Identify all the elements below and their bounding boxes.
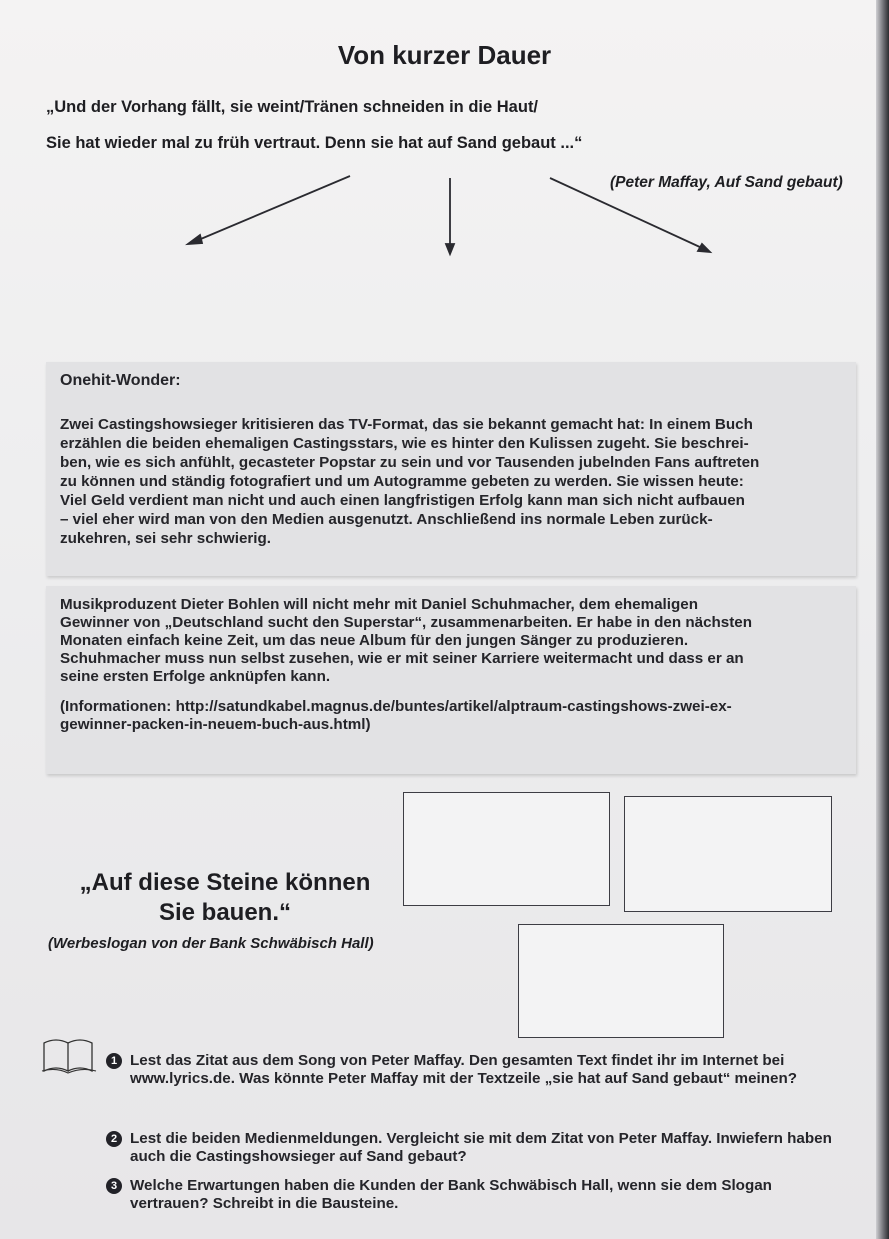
slogan-line-2: Sie bauen.“ [158, 899, 292, 926]
news1-line: erzählen die beiden ehemaligen Castingsstars, wie es hinter den Kulissen zugeht. Sie beschrei- [60, 435, 749, 452]
building-block-1[interactable] [403, 792, 610, 906]
arrow-right-icon [550, 178, 710, 252]
song-quote-source: (Peter Maffay, Auf Sand gebaut) [610, 174, 843, 191]
task-1 [106, 1052, 850, 1088]
book-icon [38, 1033, 100, 1075]
news1-line: Viel Geld verdient man nicht und auch einen langfristigen Erfolg kann man sich nicht aufbauen [60, 492, 745, 509]
song-quote-line-1: „Und der Vorhang fällt, sie weint/Tränen schneiden in die Haut/ [46, 98, 539, 116]
news1-line: zukehren, sei sehr schwierig. [60, 530, 272, 547]
bank-slogan [60, 868, 390, 928]
news2-line: Monaten einfach keine Zeit, um das neue Album für den jungen Sänger zu produzieren. [60, 632, 689, 649]
brainstorm-arrows [0, 0, 889, 300]
song-quote-line-2-start: Sie hat wieder mal zu früh vertraut. Denn sie hat [46, 134, 428, 152]
task-2 [106, 1130, 850, 1166]
slogan-line-1: „Auf diese Steine können [79, 869, 371, 896]
news2-line: Gewinner von „Deutschland sucht den Superstar“, zusammenarbeiten. Er habe in den nächsten [60, 614, 753, 631]
task-number-3: 3 [106, 1178, 122, 1194]
task-3 [106, 1177, 850, 1213]
song-quote-emphasis: auf Sand gebaut [427, 134, 556, 152]
news2-line: seine ersten Erfolge anknüpfen kann. [60, 668, 331, 685]
page-title: Von kurzer Dauer [337, 40, 552, 70]
news2-line: Musikproduzent Dieter Bohlen will nicht mehr mit Daniel Schuhmacher, dem ehemaligen [60, 596, 699, 613]
news-heading: Onehit-Wonder: [60, 372, 181, 389]
task-text: Welche Erwartungen haben die Kunden der Bank Schwäbisch Hall, wenn sie dem Slogan vertrauen? Schreibt in die Bausteine. [130, 1177, 772, 1212]
news2-line: Schuhmacher muss nun selbst zusehen, wie er mit seiner Karriere weitermacht und dass er an [60, 650, 744, 667]
arrow-left-icon [188, 176, 350, 244]
news2-source-line: gewinner-packen-in-neuem-buch-aus.html) [60, 716, 371, 733]
building-block-2[interactable] [624, 796, 832, 912]
task-number-1: 1 [106, 1053, 122, 1069]
news2-source-line: (Informationen: http://satundkabel.magnus.de/buntes/artikel/alptraum-castingshows-zwei-ex- [60, 698, 732, 715]
news-report-onehit-wonder [46, 362, 856, 576]
news1-line: Zwei Castingshowsieger kritisieren das TV-Format, das sie bekannt gemacht hat: In einem Buch [60, 416, 753, 433]
news1-line: ben, wie es sich anfühlt, gecasteter Popstar zu sein und vor Tausenden jubelnden Fans auftreten [60, 454, 760, 471]
arrow-down-icon [446, 178, 454, 254]
task-text: Lest das Zitat aus dem Song von Peter Maffay. Den gesamten Text findet ihr im Internet bei www.lyrics.de. Was könnte Peter Maffay mit der Textzeile „sie hat auf Sand gebaut“ meinen? [130, 1052, 798, 1087]
news1-line: zu können und ständig fotografiert und um Autogramme gebeten zu werden. Sie wissen heute: [60, 473, 744, 490]
slogan-source: (Werbeslogan von der Bank Schwäbisch Hall) [48, 935, 374, 952]
building-block-3[interactable] [518, 924, 724, 1038]
news-report-bohlen [46, 586, 856, 774]
song-quote-line-2-end: ...“ [555, 134, 583, 152]
task-text: Lest die beiden Medienmeldungen. Vergleicht sie mit dem Zitat von Peter Maffay. Inwiefern haben auch die Castingshowsieger auf Sand gebaut? [130, 1130, 832, 1165]
task-number-2: 2 [106, 1131, 122, 1147]
news1-line: – viel eher wird man von den Medien ausgenutzt. Anschließend ins normale Leben zurück- [60, 511, 713, 528]
